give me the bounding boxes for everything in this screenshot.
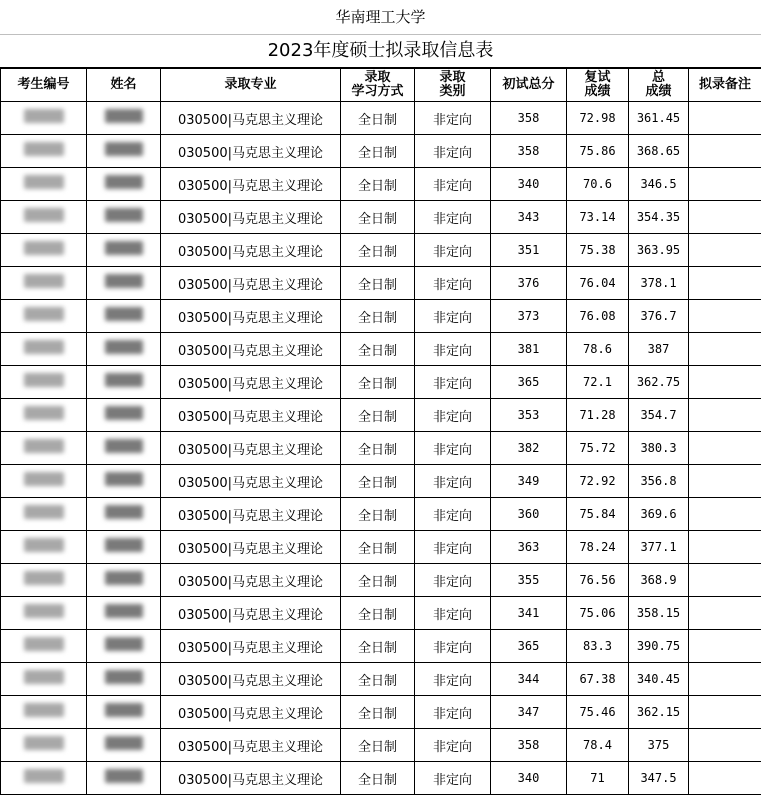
total-score-cell: 346.5 (629, 168, 689, 201)
candidate-id-cell (1, 762, 87, 795)
candidate-name-cell (87, 135, 161, 168)
redacted-candidate-name (105, 736, 143, 750)
category-cell: 非定向 (415, 762, 491, 795)
initial-score-cell: 340 (491, 168, 567, 201)
col-header-category-line1: 录取 (439, 70, 465, 85)
candidate-name-cell (87, 300, 161, 333)
initial-score-cell: 355 (491, 564, 567, 597)
candidate-id-cell (1, 630, 87, 663)
candidate-name-cell (87, 432, 161, 465)
total-score-cell: 358.15 (629, 597, 689, 630)
study-mode-cell: 全日制 (341, 366, 415, 399)
candidate-id-cell (1, 267, 87, 300)
total-score-cell: 362.15 (629, 696, 689, 729)
table-row (1, 729, 761, 762)
remarks-cell (689, 465, 761, 498)
initial-score-cell: 343 (491, 201, 567, 234)
candidate-id-cell (1, 465, 87, 498)
major-cell: 030500|马克思主义理论 (161, 531, 341, 564)
retest-score-cell: 73.14 (567, 201, 629, 234)
initial-score-cell: 341 (491, 597, 567, 630)
retest-score-cell: 72.1 (567, 366, 629, 399)
retest-score-cell: 76.08 (567, 300, 629, 333)
candidate-name-cell (87, 465, 161, 498)
redacted-candidate-name (105, 637, 143, 651)
table-row (1, 333, 761, 366)
retest-score-cell: 67.38 (567, 663, 629, 696)
major-cell: 030500|马克思主义理论 (161, 696, 341, 729)
retest-score-cell: 75.46 (567, 696, 629, 729)
redacted-candidate-id (24, 109, 64, 123)
remarks-cell (689, 531, 761, 564)
university-title: 华南理工大学 (0, 0, 761, 35)
major-cell: 030500|马克思主义理论 (161, 465, 341, 498)
retest-score-cell: 71 (567, 762, 629, 795)
candidate-name-cell (87, 399, 161, 432)
study-mode-cell: 全日制 (341, 498, 415, 531)
candidate-name-cell (87, 531, 161, 564)
study-mode-cell: 全日制 (341, 201, 415, 234)
category-cell: 非定向 (415, 267, 491, 300)
admission-table (0, 68, 761, 795)
remarks-cell (689, 168, 761, 201)
initial-score-cell: 358 (491, 729, 567, 762)
candidate-name-cell (87, 597, 161, 630)
category-cell: 非定向 (415, 168, 491, 201)
candidate-id-cell (1, 300, 87, 333)
retest-score-cell: 78.24 (567, 531, 629, 564)
redacted-candidate-id (24, 340, 64, 354)
remarks-cell (689, 597, 761, 630)
table-row (1, 597, 761, 630)
major-cell: 030500|马克思主义理论 (161, 135, 341, 168)
total-score-cell: 378.1 (629, 267, 689, 300)
total-score-cell: 362.75 (629, 366, 689, 399)
redacted-candidate-name (105, 505, 143, 519)
col-header-major: 录取专业 (161, 69, 341, 102)
major-cell: 030500|马克思主义理论 (161, 234, 341, 267)
table-row (1, 762, 761, 795)
major-cell: 030500|马克思主义理论 (161, 762, 341, 795)
total-score-cell: 363.95 (629, 234, 689, 267)
category-cell: 非定向 (415, 135, 491, 168)
candidate-name-cell (87, 234, 161, 267)
redacted-candidate-id (24, 604, 64, 618)
table-row (1, 663, 761, 696)
category-cell: 非定向 (415, 597, 491, 630)
remarks-cell (689, 234, 761, 267)
category-cell: 非定向 (415, 201, 491, 234)
candidate-id-cell (1, 234, 87, 267)
remarks-cell (689, 630, 761, 663)
major-cell: 030500|马克思主义理论 (161, 729, 341, 762)
redacted-candidate-id (24, 439, 64, 453)
study-mode-cell: 全日制 (341, 762, 415, 795)
redacted-candidate-id (24, 373, 64, 387)
retest-score-cell: 72.98 (567, 102, 629, 135)
remarks-cell (689, 135, 761, 168)
col-header-category-line2: 类别 (439, 84, 465, 99)
redacted-candidate-name (105, 406, 143, 420)
candidate-id-cell (1, 564, 87, 597)
candidate-id-cell (1, 531, 87, 564)
initial-score-cell: 344 (491, 663, 567, 696)
total-score-cell: 368.65 (629, 135, 689, 168)
table-row (1, 234, 761, 267)
redacted-candidate-name (105, 274, 143, 288)
table-row (1, 102, 761, 135)
retest-score-cell: 70.6 (567, 168, 629, 201)
study-mode-cell: 全日制 (341, 135, 415, 168)
study-mode-cell: 全日制 (341, 267, 415, 300)
initial-score-cell: 349 (491, 465, 567, 498)
candidate-id-cell (1, 663, 87, 696)
category-cell: 非定向 (415, 564, 491, 597)
candidate-name-cell (87, 729, 161, 762)
redacted-candidate-name (105, 604, 143, 618)
major-cell: 030500|马克思主义理论 (161, 366, 341, 399)
redacted-candidate-id (24, 538, 64, 552)
col-header-id: 考生编号 (1, 69, 87, 102)
initial-score-cell: 381 (491, 333, 567, 366)
remarks-cell (689, 762, 761, 795)
initial-score-cell: 340 (491, 762, 567, 795)
redacted-candidate-id (24, 175, 64, 189)
redacted-candidate-id (24, 670, 64, 684)
table-title: 2023年度硕士拟录取信息表 (0, 35, 761, 68)
col-header-remarks: 拟录备注 (689, 69, 761, 102)
total-score-cell: 361.45 (629, 102, 689, 135)
study-mode-cell: 全日制 (341, 564, 415, 597)
retest-score-cell: 78.4 (567, 729, 629, 762)
major-cell: 030500|马克思主义理论 (161, 201, 341, 234)
remarks-cell (689, 729, 761, 762)
redacted-candidate-id (24, 571, 64, 585)
total-score-cell: 375 (629, 729, 689, 762)
study-mode-cell: 全日制 (341, 432, 415, 465)
remarks-cell (689, 663, 761, 696)
table-row (1, 399, 761, 432)
redacted-candidate-name (105, 241, 143, 255)
candidate-id-cell (1, 729, 87, 762)
major-cell: 030500|马克思主义理论 (161, 300, 341, 333)
initial-score-cell: 358 (491, 135, 567, 168)
redacted-candidate-id (24, 769, 64, 783)
total-score-cell: 368.9 (629, 564, 689, 597)
major-cell: 030500|马克思主义理论 (161, 399, 341, 432)
candidate-name-cell (87, 333, 161, 366)
col-header-study-mode-line1: 录取 (364, 70, 390, 85)
retest-score-cell: 75.86 (567, 135, 629, 168)
remarks-cell (689, 201, 761, 234)
col-header-initial-score: 初试总分 (491, 69, 567, 102)
redacted-candidate-name (105, 571, 143, 585)
redacted-candidate-name (105, 175, 143, 189)
major-cell: 030500|马克思主义理论 (161, 498, 341, 531)
table-row (1, 696, 761, 729)
study-mode-cell: 全日制 (341, 597, 415, 630)
table-row (1, 366, 761, 399)
redacted-candidate-name (105, 109, 143, 123)
total-score-cell: 340.45 (629, 663, 689, 696)
redacted-candidate-name (105, 307, 143, 321)
category-cell: 非定向 (415, 102, 491, 135)
total-score-cell: 356.8 (629, 465, 689, 498)
major-cell: 030500|马克思主义理论 (161, 168, 341, 201)
remarks-cell (689, 432, 761, 465)
candidate-name-cell (87, 630, 161, 663)
study-mode-cell: 全日制 (341, 630, 415, 663)
header-row (1, 69, 761, 102)
redacted-candidate-id (24, 406, 64, 420)
candidate-id-cell (1, 366, 87, 399)
initial-score-cell: 376 (491, 267, 567, 300)
initial-score-cell: 353 (491, 399, 567, 432)
retest-score-cell: 83.3 (567, 630, 629, 663)
redacted-candidate-name (105, 142, 143, 156)
redacted-candidate-id (24, 505, 64, 519)
study-mode-cell: 全日制 (341, 102, 415, 135)
category-cell: 非定向 (415, 366, 491, 399)
category-cell: 非定向 (415, 234, 491, 267)
total-score-cell: 369.6 (629, 498, 689, 531)
candidate-name-cell (87, 201, 161, 234)
major-cell: 030500|马克思主义理论 (161, 597, 341, 630)
retest-score-cell: 76.04 (567, 267, 629, 300)
redacted-candidate-name (105, 340, 143, 354)
initial-score-cell: 365 (491, 366, 567, 399)
redacted-candidate-name (105, 769, 143, 783)
retest-score-cell: 75.84 (567, 498, 629, 531)
table-row (1, 630, 761, 663)
category-cell: 非定向 (415, 729, 491, 762)
study-mode-cell: 全日制 (341, 729, 415, 762)
initial-score-cell: 382 (491, 432, 567, 465)
redacted-candidate-id (24, 703, 64, 717)
redacted-candidate-name (105, 670, 143, 684)
study-mode-cell: 全日制 (341, 399, 415, 432)
redacted-candidate-id (24, 241, 64, 255)
redacted-candidate-id (24, 637, 64, 651)
redacted-candidate-id (24, 307, 64, 321)
category-cell: 非定向 (415, 696, 491, 729)
col-header-total-line2: 成绩 (645, 84, 671, 99)
candidate-name-cell (87, 168, 161, 201)
initial-score-cell: 360 (491, 498, 567, 531)
candidate-id-cell (1, 399, 87, 432)
initial-score-cell: 351 (491, 234, 567, 267)
remarks-cell (689, 300, 761, 333)
redacted-candidate-id (24, 142, 64, 156)
total-score-cell: 377.1 (629, 531, 689, 564)
col-header-total-line1: 总 (652, 70, 665, 85)
study-mode-cell: 全日制 (341, 168, 415, 201)
remarks-cell (689, 696, 761, 729)
redacted-candidate-name (105, 439, 143, 453)
table-body (1, 102, 761, 795)
table-row (1, 267, 761, 300)
candidate-name-cell (87, 498, 161, 531)
total-score-cell: 347.5 (629, 762, 689, 795)
table-row (1, 168, 761, 201)
remarks-cell (689, 333, 761, 366)
table-row (1, 201, 761, 234)
category-cell: 非定向 (415, 465, 491, 498)
study-mode-cell: 全日制 (341, 465, 415, 498)
table-row (1, 432, 761, 465)
retest-score-cell: 75.38 (567, 234, 629, 267)
col-header-total-score (629, 69, 689, 102)
total-score-cell: 390.75 (629, 630, 689, 663)
col-header-name: 姓名 (87, 69, 161, 102)
candidate-id-cell (1, 597, 87, 630)
redacted-candidate-name (105, 208, 143, 222)
retest-score-cell: 71.28 (567, 399, 629, 432)
candidate-id-cell (1, 135, 87, 168)
initial-score-cell: 347 (491, 696, 567, 729)
study-mode-cell: 全日制 (341, 696, 415, 729)
category-cell: 非定向 (415, 531, 491, 564)
category-cell: 非定向 (415, 630, 491, 663)
category-cell: 非定向 (415, 300, 491, 333)
table-row (1, 300, 761, 333)
major-cell: 030500|马克思主义理论 (161, 102, 341, 135)
col-header-retest-score (567, 69, 629, 102)
candidate-id-cell (1, 498, 87, 531)
major-cell: 030500|马克思主义理论 (161, 267, 341, 300)
retest-score-cell: 75.06 (567, 597, 629, 630)
redacted-candidate-name (105, 373, 143, 387)
col-header-study-mode-line2: 学习方式 (351, 84, 403, 99)
initial-score-cell: 358 (491, 102, 567, 135)
table-row (1, 564, 761, 597)
category-cell: 非定向 (415, 498, 491, 531)
total-score-cell: 380.3 (629, 432, 689, 465)
major-cell: 030500|马克思主义理论 (161, 564, 341, 597)
total-score-cell: 354.35 (629, 201, 689, 234)
candidate-id-cell (1, 333, 87, 366)
major-cell: 030500|马克思主义理论 (161, 663, 341, 696)
candidate-id-cell (1, 201, 87, 234)
remarks-cell (689, 564, 761, 597)
candidate-name-cell (87, 696, 161, 729)
initial-score-cell: 373 (491, 300, 567, 333)
study-mode-cell: 全日制 (341, 234, 415, 267)
remarks-cell (689, 399, 761, 432)
table-row (1, 531, 761, 564)
retest-score-cell: 78.6 (567, 333, 629, 366)
col-header-study-mode (341, 69, 415, 102)
redacted-candidate-id (24, 274, 64, 288)
total-score-cell: 387 (629, 333, 689, 366)
major-cell: 030500|马克思主义理论 (161, 432, 341, 465)
candidate-name-cell (87, 102, 161, 135)
retest-score-cell: 76.56 (567, 564, 629, 597)
category-cell: 非定向 (415, 663, 491, 696)
initial-score-cell: 365 (491, 630, 567, 663)
category-cell: 非定向 (415, 399, 491, 432)
redacted-candidate-id (24, 208, 64, 222)
redacted-candidate-name (105, 703, 143, 717)
category-cell: 非定向 (415, 432, 491, 465)
major-cell: 030500|马克思主义理论 (161, 333, 341, 366)
table-row (1, 135, 761, 168)
remarks-cell (689, 498, 761, 531)
total-score-cell: 354.7 (629, 399, 689, 432)
redacted-candidate-name (105, 538, 143, 552)
candidate-name-cell (87, 564, 161, 597)
retest-score-cell: 72.92 (567, 465, 629, 498)
redacted-candidate-id (24, 472, 64, 486)
col-header-retest-line1: 复试 (584, 70, 610, 85)
remarks-cell (689, 366, 761, 399)
category-cell: 非定向 (415, 333, 491, 366)
candidate-id-cell (1, 696, 87, 729)
candidate-id-cell (1, 432, 87, 465)
redacted-candidate-id (24, 736, 64, 750)
retest-score-cell: 75.72 (567, 432, 629, 465)
candidate-id-cell (1, 168, 87, 201)
candidate-id-cell (1, 102, 87, 135)
table-row (1, 465, 761, 498)
study-mode-cell: 全日制 (341, 663, 415, 696)
major-cell: 030500|马克思主义理论 (161, 630, 341, 663)
col-header-retest-line2: 成绩 (584, 84, 610, 99)
table-row (1, 498, 761, 531)
candidate-name-cell (87, 663, 161, 696)
candidate-name-cell (87, 267, 161, 300)
remarks-cell (689, 267, 761, 300)
study-mode-cell: 全日制 (341, 300, 415, 333)
study-mode-cell: 全日制 (341, 333, 415, 366)
col-header-category (415, 69, 491, 102)
candidate-name-cell (87, 366, 161, 399)
study-mode-cell: 全日制 (341, 531, 415, 564)
candidate-name-cell (87, 762, 161, 795)
remarks-cell (689, 102, 761, 135)
initial-score-cell: 363 (491, 531, 567, 564)
redacted-candidate-name (105, 472, 143, 486)
total-score-cell: 376.7 (629, 300, 689, 333)
